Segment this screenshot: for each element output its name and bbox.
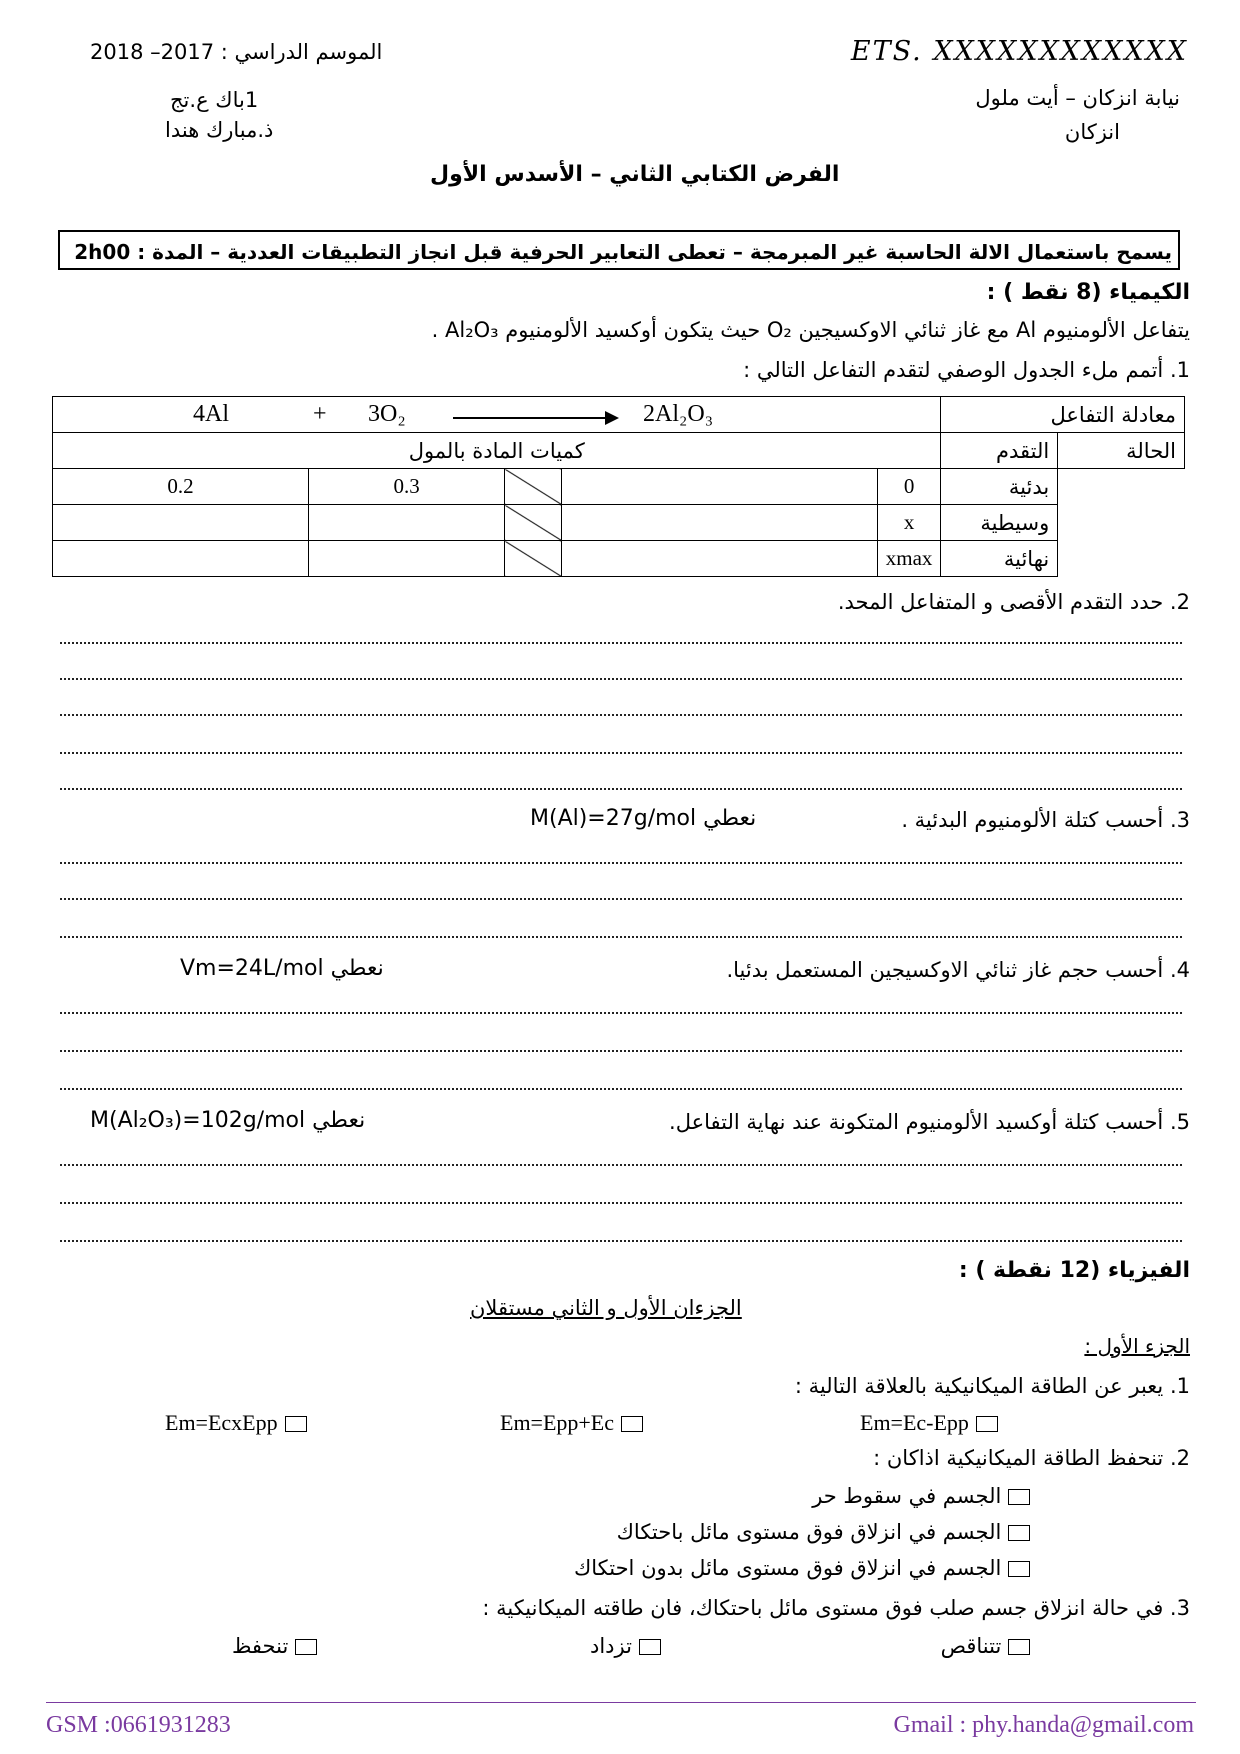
option-label: تنحفظ — [232, 1634, 289, 1658]
quantities-label: كميات المادة بالمول — [53, 433, 941, 469]
checkbox[interactable] — [285, 1416, 307, 1432]
equation-label: معادلة التفاعل — [941, 397, 1185, 433]
answer-line — [60, 1088, 1182, 1090]
class-label: 1باك ع.تج — [170, 88, 259, 112]
footer-gsm: GSM :0661931283 — [46, 1712, 231, 1738]
season: الموسم الدراسي : 2017– 2018 — [90, 40, 383, 64]
answer-line — [60, 898, 1182, 900]
city: انزكان — [1064, 120, 1120, 144]
exam-title: الفرض الكتابي الثاني – الأسدس الأول — [430, 162, 840, 187]
physics-subtitle: الجزءان الأول و الثاني مستقلان — [470, 1296, 742, 1320]
answer-line — [60, 936, 1182, 938]
equation-cell — [53, 397, 941, 433]
part-1-label: الجزء الأول : — [1084, 1334, 1190, 1358]
checkbox[interactable] — [1008, 1639, 1030, 1655]
initial-progress: 0 — [877, 469, 941, 505]
progress-label: التقدم — [941, 433, 1058, 469]
eq-arrow-head — [605, 411, 619, 425]
option-label: Em=EcxEpp — [165, 1410, 278, 1435]
checkbox[interactable] — [1008, 1561, 1030, 1577]
initial-o2: 0.3 — [309, 469, 505, 505]
intermediate-o2 — [309, 505, 505, 541]
option-label: Em=Epp+Ec — [500, 1410, 615, 1435]
option-label: Em=Ec-Epp — [860, 1410, 969, 1435]
checkbox[interactable] — [621, 1416, 643, 1432]
initial-al: 0.2 — [53, 469, 309, 505]
physics-title: الفيزياء (12 نقطة ) : — [958, 1258, 1190, 1283]
answer-line — [60, 788, 1182, 790]
slash-cell — [505, 505, 562, 541]
option-q1-a[interactable] — [860, 1410, 998, 1436]
option-q2-b[interactable] — [617, 1520, 1030, 1544]
checkbox[interactable] — [639, 1639, 661, 1655]
question-1: 1. أتمم ملء الجدول الوصفي لتقدم التفاعل التالي : — [743, 358, 1190, 382]
intermediate-al — [53, 505, 309, 541]
option-label: الجسم في سقوط حر — [812, 1484, 1002, 1508]
slash-cell — [505, 541, 562, 577]
intermediate-state: وسيطية — [941, 505, 1058, 541]
answer-line — [60, 1012, 1182, 1014]
checkbox[interactable] — [295, 1639, 317, 1655]
intermediate-al2o3 — [562, 505, 878, 541]
progress-table — [52, 396, 1185, 577]
final-progress: xmax — [877, 541, 941, 577]
answer-line — [60, 752, 1182, 754]
slash-cell — [505, 469, 562, 505]
physics-question-3: 3. في حالة انزلاق جسم صلب فوق مستوى مائل باحتكاك، فان طاقته الميكانيكية : — [482, 1596, 1190, 1620]
option-q3-c[interactable] — [232, 1634, 317, 1658]
option-q3-b[interactable] — [590, 1634, 661, 1658]
answer-line — [60, 1050, 1182, 1052]
state-label: الحالة — [1058, 433, 1185, 469]
eq-plus: + — [313, 401, 327, 427]
footer-rule — [46, 1702, 1196, 1703]
answer-line — [60, 1240, 1182, 1242]
intermediate-progress: x — [877, 505, 941, 541]
answer-line — [60, 714, 1182, 716]
final-al — [53, 541, 309, 577]
eq-reactant-al: 4Al — [193, 401, 229, 427]
option-label: الجسم في انزلاق فوق مستوى مائل باحتكاك — [616, 1520, 1002, 1544]
answer-line — [60, 1202, 1182, 1204]
option-label: تزداد — [590, 1634, 632, 1658]
option-q3-a[interactable] — [941, 1634, 1030, 1658]
question-2: 2. حدد التقدم الأقصى و المتفاعل المحد. — [837, 590, 1190, 614]
option-label: تتناقص — [940, 1634, 1002, 1658]
question-3-given: نعطي M(Al)=27g/mol — [530, 806, 757, 831]
question-4: 4. أحسب حجم غاز ثنائي الاوكسيجين المستعمل بدئيا. — [726, 958, 1190, 982]
checkbox[interactable] — [1008, 1489, 1030, 1505]
answer-line — [60, 1164, 1182, 1166]
answer-line — [60, 678, 1182, 680]
option-q2-c[interactable] — [574, 1556, 1030, 1580]
school-name: ETS. XXXXXXXXXXXX — [850, 36, 1188, 67]
directorate: نيابة انزكان – أيت ملول — [975, 86, 1180, 110]
checkbox[interactable] — [1008, 1525, 1030, 1541]
physics-question-1: 1. يعبر عن الطاقة الميكانيكية بالعلاقة التالية : — [794, 1374, 1190, 1398]
option-q1-b[interactable] — [500, 1410, 643, 1436]
final-al2o3 — [562, 541, 878, 577]
answer-line — [60, 862, 1182, 864]
initial-al2o3 — [562, 469, 878, 505]
option-q1-c[interactable] — [165, 1410, 307, 1436]
question-4-given: نعطي Vm=24L/mol — [180, 956, 384, 981]
option-q2-a[interactable] — [812, 1484, 1030, 1508]
eq-arrow-line — [453, 417, 613, 419]
final-state: نهائية — [941, 541, 1058, 577]
chemistry-title: الكيمياء (8 نقط ) : — [986, 280, 1190, 305]
footer-gmail: Gmail : phy.handa@gmail.com — [893, 1712, 1194, 1738]
question-5: 5. أحسب كتلة أوكسيد الألومنيوم المتكونة عند نهاية التفاعل. — [669, 1110, 1190, 1134]
option-label: الجسم في انزلاق فوق مستوى مائل بدون احتكاك — [573, 1556, 1002, 1580]
instructions-box: يسمح باستعمال الالة الحاسبة غير المبرمجة – تعطى التعابير الحرفية قبل انجاز التطبيقات العددية – المدة : 2h00 — [58, 230, 1180, 270]
eq-reactant-o2: 3O₂ — [368, 401, 406, 427]
teacher-name: ذ.مبارك هندا — [165, 118, 274, 142]
answer-line — [60, 642, 1182, 644]
checkbox[interactable] — [976, 1416, 998, 1432]
question-3: 3. أحسب كتلة الألومنيوم البدئية . — [901, 808, 1190, 832]
physics-question-2: 2. تنحفظ الطاقة الميكانيكية اذاكان : — [873, 1446, 1190, 1470]
final-o2 — [309, 541, 505, 577]
initial-state: بدئية — [941, 469, 1058, 505]
chemistry-intro: يتفاعل الألومنيوم Al مع غاز ثنائي الاوكسيجين O₂ حيث يتكون أوكسيد الألومنيوم Al₂O₃ . — [431, 318, 1190, 342]
eq-product: 2Al₂O₃ — [643, 401, 714, 427]
question-5-given: نعطي M(Al₂O₃)=102g/mol — [90, 1108, 366, 1133]
